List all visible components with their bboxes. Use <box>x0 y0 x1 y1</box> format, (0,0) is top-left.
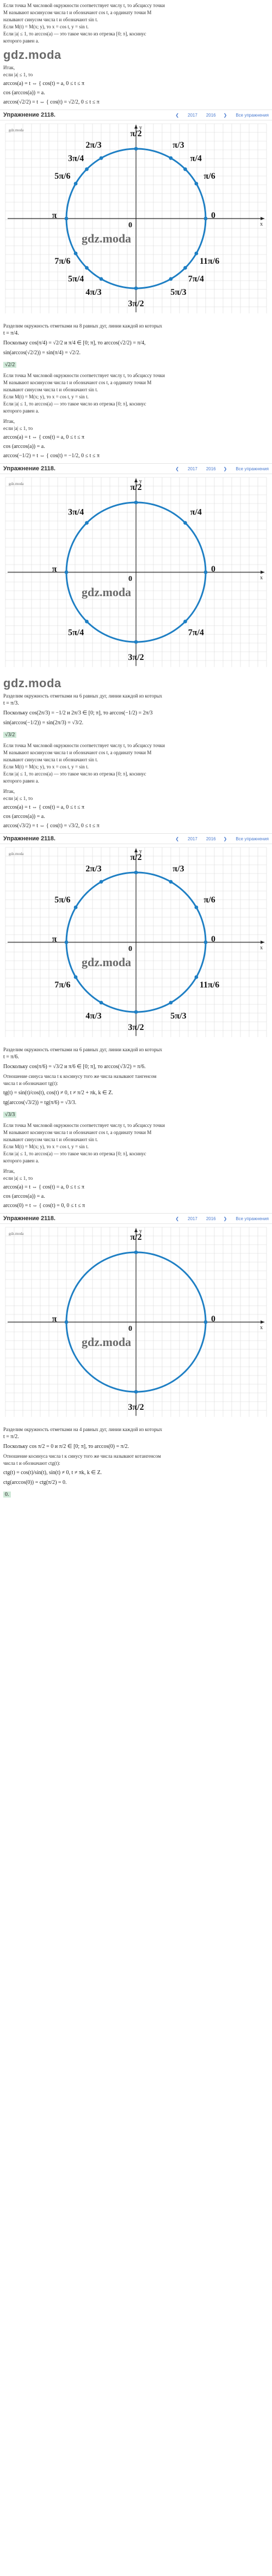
angle-label: π/2 <box>130 1233 142 1242</box>
answer-highlight: √3/3 <box>3 1112 16 1118</box>
angle-label: π/3 <box>172 140 184 150</box>
angle-label: π/6 <box>203 895 215 905</box>
unit-circle-diagram <box>0 120 272 317</box>
nav-year-link[interactable]: 2017 <box>188 466 197 471</box>
cos-arccos-identity: cos (arccos(a)) = a. <box>3 90 45 96</box>
circle-point <box>100 156 103 160</box>
angle-label: π <box>52 565 57 574</box>
text-line: Если M(t) = M(x; y), то x = cos t, y = sin t. <box>3 764 89 769</box>
angle-label: π <box>52 1314 57 1324</box>
text-line: которого равен a. <box>3 1158 39 1163</box>
exercise-title: Упражнение 2118. <box>3 1215 55 1222</box>
angle-label: π <box>52 211 57 220</box>
ctg-step: ctg(arccos(0)) = ctg(π/2) = 0. <box>3 1480 67 1486</box>
circle-point <box>65 1320 69 1324</box>
exercise-title: Упражнение 2118. <box>3 465 55 472</box>
circle-point <box>85 521 89 525</box>
circle-point <box>85 167 89 171</box>
circle-point <box>183 620 187 623</box>
angle-label: π/2 <box>130 483 142 492</box>
text-line: Разделим окружность отметками на 6 равных дуг, линии каждой из которых <box>3 693 163 699</box>
unit-circle-diagram <box>0 844 272 1040</box>
t-value: t = π/2. <box>3 1434 19 1440</box>
angle-label: 7π/6 <box>54 980 71 990</box>
circle-point <box>134 640 138 644</box>
angle-label: π/3 <box>172 864 184 874</box>
unit-circle-diagram <box>0 1224 272 1420</box>
circle-point <box>195 252 199 256</box>
arccos-step: Поскольку cos(π/4) = √2/2 и π/4 ∈ [0; π], то arccos(√2/2) = π/4, <box>3 340 146 346</box>
example-equation: arccos(0) = t ⇔ { cos(t) = 0, 0 ≤ t ≤ π <box>3 1203 85 1209</box>
section-5-text <box>0 1423 272 1499</box>
circle-point <box>74 906 78 910</box>
text-line: которого равен a. <box>3 778 39 784</box>
circle-point <box>204 941 208 944</box>
text-line: Если |a| ≤ 1, то arccos(a) — это такое число из отрезка [0; π], косинус <box>3 1151 146 1156</box>
prev-arrow-icon[interactable]: ❮ <box>175 1216 180 1221</box>
all-exercises-link[interactable]: Все упражнения <box>236 836 269 841</box>
next-arrow-icon[interactable]: ❯ <box>223 466 227 471</box>
nav-year-link[interactable]: 2017 <box>188 836 197 841</box>
circle-point <box>195 182 199 186</box>
watermark: gdz.moda <box>82 1335 132 1349</box>
condition-line: если |a| ≤ 1, то <box>3 72 33 77</box>
arccos-definition: arccos(a) = t ⇔ { cos(t) = a, 0 ≤ t ≤ π <box>3 434 85 440</box>
watermark-small: gdz.moda <box>9 1232 24 1236</box>
text-line: называют синусом числа t и обозначают sin t. <box>3 757 98 762</box>
text-line: которого равен a. <box>3 408 39 414</box>
nav-year-link[interactable]: 2016 <box>206 1216 216 1221</box>
y-axis-label: y <box>139 848 142 854</box>
section-1-text <box>0 0 272 106</box>
text-line: называют синусом числа t и обозначают sin t. <box>3 1137 98 1142</box>
angle-label: 11π/6 <box>199 980 220 990</box>
watermark: gdz.moda <box>3 48 61 62</box>
exercise-nav-bar <box>0 1213 272 1224</box>
nav-year-link[interactable]: 2016 <box>206 466 216 471</box>
angle-label: 5π/6 <box>54 172 71 181</box>
section-3-text <box>0 673 272 830</box>
y-axis-label: y <box>139 1228 142 1234</box>
circle-point <box>134 287 138 290</box>
angle-label: 0 <box>211 211 215 220</box>
section-4-text <box>0 1043 272 1210</box>
nav-year-link[interactable]: 2016 <box>206 112 216 118</box>
text-line: Если |a| ≤ 1, то arccos(a) — это такое число из отрезка [0; π], косинус <box>3 401 146 407</box>
text-line: числа t и обозначают ctg(t): <box>3 1460 60 1466</box>
ctg-definition: ctg(t) = cos(t)/sin(t), sin(t) ≠ 0, t ≠ πk, k ∈ Z. <box>3 1470 102 1476</box>
watermark-small: gdz.moda <box>9 482 24 486</box>
circle-point <box>169 880 173 884</box>
text-line: Если точка M числовой окружности соответствует числу t, то абсциссу точки <box>3 3 165 8</box>
next-arrow-icon[interactable]: ❯ <box>223 112 227 118</box>
angle-label: π <box>52 935 57 944</box>
x-axis-label: x <box>260 1325 263 1331</box>
angle-label: π/4 <box>190 154 202 163</box>
y-axis-arrow-icon <box>134 1228 138 1232</box>
circle-point <box>100 1001 103 1005</box>
angle-label: 0 <box>211 565 215 574</box>
circle-point <box>169 156 173 160</box>
circle-point <box>204 217 208 221</box>
angle-label: 3π/4 <box>68 154 84 163</box>
exercise-nav-bar <box>0 833 272 844</box>
all-exercises-link[interactable]: Все упражнения <box>236 112 269 118</box>
circle-point <box>169 1001 173 1005</box>
tg-definition: tg(t) = sin(t)/cos(t), cos(t) ≠ 0, t ≠ π/2 + πk, k ∈ Z. <box>3 1090 113 1096</box>
watermark: gdz.moda <box>82 585 132 599</box>
all-exercises-link[interactable]: Все упражнения <box>236 466 269 471</box>
answer-highlight: √2/2 <box>3 362 16 368</box>
circle-point <box>85 620 89 623</box>
circle-point <box>100 277 103 281</box>
angle-label: 7π/6 <box>54 257 71 266</box>
circle-point <box>134 1251 138 1254</box>
origin-label: 0 <box>128 575 132 583</box>
angle-label: 2π/3 <box>85 140 102 150</box>
sin-step: sin(arccos(−1/2)) = sin(2π/3) = √3/2. <box>3 720 84 726</box>
y-axis-arrow-icon <box>134 848 138 852</box>
angle-label: 2π/3 <box>85 864 102 874</box>
angle-label: 3π/2 <box>128 1023 144 1032</box>
text-line: M называют косинусом числа t и обозначают cos t, а ординату точки M <box>3 380 152 385</box>
sin-step: sin(arccos(√2/2)) = sin(π/4) = √2/2. <box>3 350 81 356</box>
angle-label: 11π/6 <box>199 257 220 266</box>
angle-label: 4π/3 <box>85 1011 102 1021</box>
condition-line: если |a| ≤ 1, то <box>3 796 33 801</box>
angle-label: 7π/4 <box>188 274 204 284</box>
t-value: t = π/4. <box>3 330 19 336</box>
example-equation: arccos(√2/2) = t ⇔ { cos(t) = √2/2, 0 ≤ t ≤ π <box>3 99 100 105</box>
t-value: t = π/3. <box>3 700 19 706</box>
itak-label: Итак, <box>3 65 15 70</box>
section-2-text <box>0 319 272 460</box>
arccos-definition: arccos(a) = t ⇔ { cos(t) = a, 0 ≤ t ≤ π <box>3 1184 85 1190</box>
angle-label: 3π/2 <box>128 299 144 308</box>
next-arrow-icon[interactable]: ❯ <box>223 1216 227 1221</box>
next-arrow-icon[interactable]: ❯ <box>223 836 227 841</box>
angle-label: 5π/4 <box>68 274 84 284</box>
y-axis-label: y <box>139 478 142 484</box>
circle-point <box>74 182 78 186</box>
text-line: Отношение синуса числа t к косинусу того же числа называют тангенсом <box>3 1074 157 1079</box>
text-line: Разделим окружность отметками на 8 равных дуг, линии каждой из которых <box>3 323 163 329</box>
watermark: gdz.moda <box>82 232 132 245</box>
text-line: числа t и обозначают tg(t): <box>3 1081 58 1086</box>
tg-step: tg(arccos(√3/2)) = tg(π/6) = √3/3. <box>3 1100 77 1106</box>
circle-point <box>134 871 138 875</box>
watermark-small: gdz.moda <box>9 852 24 856</box>
circle-point <box>134 501 138 505</box>
itak-label: Итак, <box>3 789 15 794</box>
x-axis-label: x <box>260 221 263 227</box>
circle-point <box>85 266 89 270</box>
angle-label: 4π/3 <box>85 288 102 298</box>
cos-arccos-identity: cos (arccos(a)) = a. <box>3 1193 45 1199</box>
angle-label: 5π/6 <box>54 895 71 905</box>
cos-arccos-identity: cos (arccos(a)) = a. <box>3 814 45 820</box>
watermark: gdz.moda <box>82 955 132 969</box>
nav-year-link[interactable]: 2017 <box>188 1216 197 1221</box>
text-line: называют синусом числа t и обозначают sin t. <box>3 17 98 22</box>
arccos-step: Поскольку cos π/2 = 0 и π/2 ∈ [0; π], то arccos(0) = π/2. <box>3 1444 129 1450</box>
origin-label: 0 <box>128 945 132 953</box>
text-line: которого равен a. <box>3 38 39 44</box>
example-equation: arccos(−1/2) = t ⇔ { cos(t) = −1/2, 0 ≤ t ≤ π <box>3 453 100 459</box>
itak-label: Итак, <box>3 1168 15 1174</box>
text-line: Если M(t) = M(x; y), то x = cos t, y = sin t. <box>3 394 89 399</box>
angle-label: 3π/4 <box>68 507 84 517</box>
text-line: Если M(t) = M(x; y), то x = cos t, y = sin t. <box>3 24 89 29</box>
text-line: M называют косинусом числа t и обозначают cos t, а ординату точки M <box>3 10 152 15</box>
condition-line: если |a| ≤ 1, то <box>3 1175 33 1181</box>
circle-point <box>65 571 69 574</box>
exercise-nav-bar <box>0 110 272 120</box>
arccos-step: Поскольку cos(2π/3) = −1/2 и 2π/3 ∈ [0; π], то arccos(−1/2) = 2π/3 <box>3 710 153 716</box>
circle-point <box>169 277 173 281</box>
angle-label: 5π/4 <box>68 628 84 638</box>
watermark: gdz.moda <box>3 676 61 690</box>
text-line: Если M(t) = M(x; y), то x = cos t, y = sin t. <box>3 1144 89 1149</box>
y-axis-label: y <box>139 125 142 131</box>
circle-point <box>183 521 187 525</box>
arccos-definition: arccos(a) = t ⇔ { cos(t) = a, 0 ≤ t ≤ π <box>3 804 85 810</box>
circle-point <box>183 266 187 270</box>
angle-label: 5π/3 <box>170 288 187 298</box>
text-line: называют синусом числа t и обозначают sin t. <box>3 387 98 392</box>
text-line: Если точка M числовой окружности соответствует числу t, то абсциссу точки <box>3 743 165 748</box>
y-axis-arrow-icon <box>134 125 138 129</box>
text-line: M называют косинусом числа t и обозначают cos t, а ординату точки M <box>3 750 152 755</box>
arccos-definition: arccos(a) = t ⇔ { cos(t) = a, 0 ≤ t ≤ π <box>3 81 85 87</box>
answer-highlight: 0. <box>3 1492 11 1498</box>
all-exercises-link[interactable]: Все упражнения <box>236 1216 269 1221</box>
circle-point <box>134 147 138 151</box>
angle-label: 3π/2 <box>128 653 144 662</box>
answer-highlight: √3/2 <box>3 732 16 738</box>
angle-label: π/2 <box>130 129 142 138</box>
text-line: Если точка M числовой окружности соответствует числу t, то абсциссу точки <box>3 1123 165 1128</box>
origin-label: 0 <box>128 1325 132 1333</box>
prev-arrow-icon[interactable]: ❮ <box>175 466 180 471</box>
angle-label: 7π/4 <box>188 628 204 638</box>
angle-label: π/4 <box>190 507 202 517</box>
example-equation: arccos(√3/2) = t ⇔ { cos(t) = √3/2, 0 ≤ t ≤ π <box>3 823 100 829</box>
angle-label: 0 <box>211 935 215 944</box>
itak-label: Итак, <box>3 419 15 424</box>
text-line: Отношение косинуса числа t к синусу того же числа называют котангенсом <box>3 1453 161 1459</box>
circle-point <box>100 880 103 884</box>
circle-point <box>195 975 199 979</box>
x-axis-label: x <box>260 575 263 581</box>
exercise-nav-bar <box>0 463 272 474</box>
circle-point <box>195 906 199 910</box>
circle-point <box>74 252 78 256</box>
t-value: t = π/6. <box>3 1054 19 1060</box>
text-line: Если точка M числовой окружности соответствует числу t, то абсциссу точки <box>3 373 165 378</box>
prev-arrow-icon[interactable]: ❮ <box>175 836 180 841</box>
origin-label: 0 <box>128 221 132 229</box>
circle-point <box>74 975 78 979</box>
exercise-title: Упражнение 2118. <box>3 112 55 118</box>
exercise-title: Упражнение 2118. <box>3 835 55 842</box>
text-line: Если |a| ≤ 1, то arccos(a) — это такое число из отрезка [0; π], косинус <box>3 31 146 37</box>
circle-point <box>65 941 69 944</box>
cos-arccos-identity: cos (arccos(a)) = a. <box>3 444 45 450</box>
arccos-step: Поскольку cos(π/6) = √3/2 и π/6 ∈ [0; π], то arccos(√3/2) = π/6. <box>3 1064 146 1070</box>
circle-point <box>204 1320 208 1324</box>
angle-label: π/6 <box>203 172 215 181</box>
condition-line: если |a| ≤ 1, то <box>3 426 33 431</box>
watermark-small: gdz.moda <box>9 128 24 132</box>
text-line: Разделим окружность отметками на 6 равных дуг, линии каждой из которых <box>3 1047 163 1052</box>
text-line: Разделим окружность отметками на 4 равных дуг, линии каждой из которых <box>3 1427 163 1432</box>
prev-arrow-icon[interactable]: ❮ <box>175 112 180 118</box>
nav-year-link[interactable]: 2017 <box>188 112 197 118</box>
y-axis-arrow-icon <box>134 478 138 482</box>
x-axis-label: x <box>260 945 263 951</box>
circle-point <box>65 217 69 221</box>
angle-label: 5π/3 <box>170 1011 187 1021</box>
angle-label: 3π/2 <box>128 1403 144 1412</box>
text-line: Если |a| ≤ 1, то arccos(a) — это такое число из отрезка [0; π], косинус <box>3 771 146 777</box>
circle-point <box>204 571 208 574</box>
unit-circle-diagram <box>0 474 272 670</box>
circle-point <box>134 1390 138 1394</box>
circle-point <box>183 167 187 171</box>
circle-point <box>134 1010 138 1014</box>
angle-label: 0 <box>211 1314 215 1324</box>
text-line: M называют косинусом числа t и обозначают cos t, а ординату точки M <box>3 1130 152 1135</box>
nav-year-link[interactable]: 2016 <box>206 836 216 841</box>
angle-label: π/2 <box>130 853 142 862</box>
